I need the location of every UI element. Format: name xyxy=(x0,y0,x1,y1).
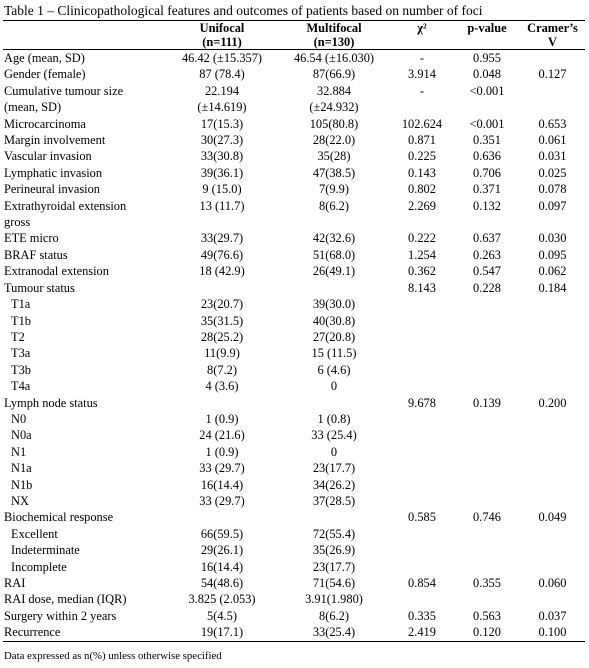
table-row xyxy=(3,329,585,345)
cell-chi-square: 0.362 xyxy=(408,264,436,279)
cell-p-value: 0.228 xyxy=(473,280,501,295)
cell-unifocal: 16(14.4) xyxy=(200,477,244,492)
cell-cramers-v: 0.062 xyxy=(538,264,567,279)
cell-chi-square: 0.802 xyxy=(408,182,436,197)
cell-p-value xyxy=(454,296,520,312)
cell-unifocal: 29(26.1) xyxy=(200,543,244,558)
cell-p-value: <0.001 xyxy=(469,116,505,131)
cell-p-value: 0.636 xyxy=(473,149,501,164)
table-row xyxy=(3,280,585,296)
table-row xyxy=(3,247,585,263)
cell-multifocal: 23(17.7) xyxy=(312,461,356,476)
cell-multifocal: (±24.932) xyxy=(309,100,359,115)
row-label: Recurrence xyxy=(4,625,61,640)
cell-unifocal: 22.194 xyxy=(204,83,240,98)
cell-p-value: 0.371 xyxy=(473,182,501,197)
cell-cramers-v: 0.100 xyxy=(538,625,567,640)
table-footnote: Data expressed as n(%) unless otherwise specified xyxy=(4,650,222,662)
cell-unifocal: 33 (29.7) xyxy=(199,493,245,508)
cell-unifocal: 3.825 (2.053) xyxy=(188,592,256,607)
cell-unifocal xyxy=(166,395,278,411)
cell-multifocal: 35(26.9) xyxy=(312,543,356,558)
cell-unifocal: (±14.619) xyxy=(197,100,247,115)
table-row xyxy=(3,477,585,493)
cell-unifocal: 66(59.5) xyxy=(200,526,244,541)
cell-chi-square xyxy=(390,542,454,558)
header-multifocal: Multifocal (n=130) xyxy=(306,21,362,49)
cell-multifocal: 32.884 xyxy=(316,83,352,98)
cell-p-value xyxy=(454,444,520,460)
table-body xyxy=(3,50,585,642)
cell-unifocal: 8(7.2) xyxy=(207,362,237,377)
cell-multifocal: 1 (0.8) xyxy=(317,411,351,426)
clinicopathological-table xyxy=(3,20,585,642)
cell-p-value: 0.048 xyxy=(473,67,501,82)
cell-p-value: 0.547 xyxy=(473,264,501,279)
cell-chi-square: 0.143 xyxy=(408,165,436,180)
cell-unifocal: 1 (0.9) xyxy=(205,444,239,459)
table-row xyxy=(3,116,585,132)
header-cramers-v: Cramer’s V xyxy=(527,21,578,49)
cell-unifocal: 46.42 (±15.357) xyxy=(181,51,263,65)
cell-p-value xyxy=(454,362,520,378)
cell-unifocal: 33(29.7) xyxy=(200,231,244,246)
row-label: Biochemical response xyxy=(4,510,114,525)
table-row xyxy=(3,575,585,591)
cell-multifocal: 42(32.6) xyxy=(312,231,356,246)
cell-chi-square: 2.419 xyxy=(408,625,436,640)
cell-p-value xyxy=(454,313,520,329)
cell-cramers-v xyxy=(520,345,585,361)
cell-unifocal: 13 (11.7) xyxy=(199,198,245,213)
row-label: T3a xyxy=(11,346,31,361)
cell-p-value xyxy=(454,99,520,115)
cell-p-value: 0.563 xyxy=(473,608,501,623)
cell-chi-square: 0.335 xyxy=(408,608,436,623)
cell-cramers-v xyxy=(520,411,585,427)
cell-chi-square xyxy=(390,313,454,329)
row-label: N0 xyxy=(11,411,27,426)
cell-cramers-v xyxy=(520,50,585,67)
cell-multifocal: 28(22.0) xyxy=(312,133,356,148)
row-label: Extranodal extension xyxy=(4,264,109,279)
cell-multifocal: 35(28) xyxy=(317,149,351,164)
cell-chi-square xyxy=(390,559,454,575)
cell-chi-square: 0.585 xyxy=(408,510,436,525)
header-chi-square: χ² xyxy=(417,21,427,35)
row-label: Lymph node status xyxy=(4,395,98,410)
cell-multifocal xyxy=(278,395,390,411)
row-label: BRAF status xyxy=(4,247,68,262)
cell-chi-square: 1.254 xyxy=(408,247,436,262)
cell-cramers-v: 0.060 xyxy=(538,576,567,590)
cell-chi-square xyxy=(390,296,454,312)
cell-cramers-v xyxy=(520,313,585,329)
cell-p-value: 0.706 xyxy=(473,165,501,180)
cell-multifocal: 87(66.9) xyxy=(312,67,356,82)
cell-p-value: 0.746 xyxy=(473,510,501,525)
cell-multifocal: 40(30.8) xyxy=(312,313,356,328)
cell-p-value xyxy=(454,559,520,575)
table-row xyxy=(3,313,585,329)
cell-chi-square: 0.854 xyxy=(408,576,436,590)
cell-chi-square xyxy=(390,362,454,378)
row-label: ETE micro xyxy=(4,231,59,246)
cell-p-value: 0.120 xyxy=(473,625,501,640)
table-row xyxy=(3,296,585,312)
cell-p-value xyxy=(454,526,520,542)
table-row xyxy=(3,526,585,542)
cell-unifocal: 39(36.1) xyxy=(200,165,244,180)
cell-multifocal: 71(54.6) xyxy=(312,576,356,590)
cell-chi-square: 0.871 xyxy=(408,133,436,148)
cell-p-value xyxy=(454,542,520,558)
cell-unifocal: 18 (42.9) xyxy=(199,264,245,279)
header-feature xyxy=(3,21,166,50)
table-row xyxy=(3,378,585,394)
cell-cramers-v: 0.037 xyxy=(538,608,567,623)
cell-cramers-v xyxy=(520,460,585,476)
table-row xyxy=(3,624,585,641)
header-unifocal: Unifocal (n=111) xyxy=(199,21,245,49)
cell-chi-square: 8.143 xyxy=(408,280,436,295)
cell-multifocal: 72(55.4) xyxy=(312,526,356,541)
row-label: N1 xyxy=(11,444,27,459)
cell-multifocal: 6 (4.6) xyxy=(317,362,351,377)
cell-cramers-v xyxy=(520,214,585,230)
cell-multifocal: 3.91(1.980) xyxy=(305,592,363,607)
cell-unifocal: 17(15.3) xyxy=(200,116,244,131)
cell-unifocal: 16(14.4) xyxy=(200,559,244,574)
table-row xyxy=(3,427,585,443)
cell-unifocal xyxy=(166,214,278,230)
cell-multifocal: 34(26.2) xyxy=(312,477,356,492)
row-label: N1b xyxy=(11,477,33,492)
cell-cramers-v: 0.025 xyxy=(538,165,567,180)
row-label: Excellent xyxy=(11,526,58,541)
row-label: T1b xyxy=(11,313,31,328)
cell-multifocal xyxy=(278,280,390,296)
row-label: T4a xyxy=(11,379,31,394)
cell-multifocal: 47(38.5) xyxy=(312,165,356,180)
cell-cramers-v xyxy=(520,591,585,607)
row-label: Perineural invasion xyxy=(4,182,101,197)
cell-multifocal: 15 (11.5) xyxy=(311,346,357,361)
cell-unifocal: 87 (78.4) xyxy=(199,67,245,82)
cell-multifocal: 37(28.5) xyxy=(312,493,356,508)
row-label: RAI dose, median (IQR) xyxy=(4,592,127,607)
cell-p-value: 0.955 xyxy=(473,51,501,65)
table-row xyxy=(3,411,585,427)
table-row xyxy=(3,559,585,575)
row-label: Age (mean, SD) xyxy=(4,51,85,65)
cell-cramers-v: 0.078 xyxy=(538,182,567,197)
cell-cramers-v xyxy=(520,99,585,115)
cell-cramers-v xyxy=(520,427,585,443)
cell-unifocal: 33(30.8) xyxy=(200,149,244,164)
row-label: Incomplete xyxy=(11,559,67,574)
cell-chi-square xyxy=(390,329,454,345)
row-label: Margin involvement xyxy=(4,133,106,148)
cell-multifocal: 26(49.1) xyxy=(312,264,356,279)
cell-cramers-v: 0.200 xyxy=(538,395,567,410)
cell-cramers-v xyxy=(520,526,585,542)
row-label: Microcarcinoma xyxy=(4,116,86,131)
table-row xyxy=(3,460,585,476)
table-row xyxy=(3,493,585,509)
table-row xyxy=(3,148,585,164)
table-header xyxy=(3,21,585,50)
cell-chi-square xyxy=(390,411,454,427)
cell-multifocal: 0 xyxy=(330,379,338,394)
cell-p-value: <0.001 xyxy=(469,83,505,98)
cell-chi-square xyxy=(390,214,454,230)
cell-chi-square xyxy=(390,444,454,460)
row-label: T3b xyxy=(11,362,31,377)
row-label: Vascular invasion xyxy=(4,149,92,164)
cell-chi-square xyxy=(390,460,454,476)
row-label: Lymphatic invasion xyxy=(4,165,103,180)
cell-cramers-v: 0.095 xyxy=(538,247,567,262)
cell-p-value xyxy=(454,493,520,509)
cell-cramers-v xyxy=(520,296,585,312)
cell-p-value: 0.263 xyxy=(473,247,501,262)
cell-chi-square xyxy=(390,477,454,493)
table-row xyxy=(3,608,585,624)
row-label: N1a xyxy=(11,461,32,476)
row-label: Tumour status xyxy=(4,280,75,295)
cell-cramers-v xyxy=(520,378,585,394)
cell-chi-square xyxy=(390,345,454,361)
cell-chi-square xyxy=(390,378,454,394)
cell-unifocal: 35(31.5) xyxy=(200,313,244,328)
table-row xyxy=(3,165,585,181)
cell-chi-square xyxy=(390,526,454,542)
cell-multifocal: 46.54 (±16.030) xyxy=(293,51,375,65)
cell-chi-square xyxy=(390,493,454,509)
table-row xyxy=(3,66,585,82)
cell-multifocal: 7(9.9) xyxy=(319,182,349,197)
table-row xyxy=(3,345,585,361)
cell-multifocal: 8(6.2) xyxy=(319,198,349,213)
cell-chi-square xyxy=(390,99,454,115)
cell-multifocal: 39(30.0) xyxy=(312,297,356,312)
cell-cramers-v: 0.049 xyxy=(538,510,567,525)
cell-cramers-v: 0.127 xyxy=(538,67,567,82)
cell-multifocal: 27(20.8) xyxy=(312,329,356,344)
row-label: T1a xyxy=(11,297,31,312)
cell-cramers-v xyxy=(520,83,585,99)
cell-multifocal: 8(6.2) xyxy=(319,608,349,623)
cell-unifocal: 24 (21.6) xyxy=(199,428,245,443)
cell-p-value xyxy=(454,378,520,394)
table-row xyxy=(3,181,585,197)
table-row xyxy=(3,99,585,115)
row-label: Indeterminate xyxy=(11,543,80,558)
cell-p-value xyxy=(454,460,520,476)
cell-unifocal: 23(20.7) xyxy=(200,297,244,312)
row-label: Surgery within 2 years xyxy=(4,608,117,623)
cell-p-value xyxy=(454,411,520,427)
cell-unifocal: 5(4.5) xyxy=(207,608,237,623)
cell-chi-square xyxy=(390,591,454,607)
cell-multifocal: 23(17.7) xyxy=(312,559,356,574)
table-row xyxy=(3,542,585,558)
cell-unifocal xyxy=(166,280,278,296)
cell-multifocal: 51(68.0) xyxy=(312,247,356,262)
table-row xyxy=(3,132,585,148)
table-row xyxy=(3,214,585,230)
cell-unifocal: 1 (0.9) xyxy=(205,411,239,426)
row-label: gross xyxy=(4,215,31,230)
cell-multifocal xyxy=(278,214,390,230)
table-row xyxy=(3,263,585,279)
cell-p-value xyxy=(454,591,520,607)
cell-unifocal: 11(9.9) xyxy=(204,346,240,361)
row-label: Gender (female) xyxy=(4,67,86,82)
table-row xyxy=(3,591,585,607)
cell-cramers-v xyxy=(520,493,585,509)
cell-unifocal: 33 (29.7) xyxy=(199,461,245,476)
cell-multifocal: 105(80.8) xyxy=(309,116,359,131)
cell-unifocal: 49(76.6) xyxy=(200,247,244,262)
cell-p-value: 0.139 xyxy=(473,395,501,410)
cell-cramers-v: 0.184 xyxy=(538,280,567,295)
cell-p-value: 0.637 xyxy=(473,231,501,246)
cell-multifocal: 33(25.4) xyxy=(312,625,356,640)
cell-chi-square: 0.222 xyxy=(408,231,436,246)
cell-cramers-v xyxy=(520,477,585,493)
table-title: Table 1 – Clinicopathological features and outcomes of patients based on number of foci xyxy=(4,3,483,18)
table-row xyxy=(3,395,585,411)
header-row xyxy=(3,21,585,50)
cell-chi-square: 102.624 xyxy=(401,116,443,131)
cell-multifocal xyxy=(278,509,390,525)
cell-cramers-v xyxy=(520,542,585,558)
table-row xyxy=(3,50,585,67)
row-label: T2 xyxy=(11,329,25,344)
cell-p-value: 0.132 xyxy=(473,198,501,213)
cell-chi-square: 3.914 xyxy=(408,67,436,82)
cell-cramers-v xyxy=(520,559,585,575)
cell-multifocal: 33 (25.4) xyxy=(311,428,357,443)
table-row xyxy=(3,198,585,214)
cell-cramers-v xyxy=(520,329,585,345)
cell-multifocal: 0 xyxy=(330,444,338,459)
cell-unifocal: 19(17.1) xyxy=(200,625,244,640)
table-row xyxy=(3,230,585,246)
cell-p-value: 0.355 xyxy=(473,576,501,590)
cell-p-value xyxy=(454,214,520,230)
table-row xyxy=(3,362,585,378)
header-p-value: p-value xyxy=(467,21,507,35)
cell-cramers-v: 0.031 xyxy=(538,149,567,164)
row-label: RAI xyxy=(4,576,26,590)
cell-p-value xyxy=(454,477,520,493)
cell-cramers-v: 0.653 xyxy=(538,116,567,131)
row-label: Cumulative tumour size xyxy=(4,83,124,98)
cell-chi-square: 0.225 xyxy=(408,149,436,164)
cell-cramers-v xyxy=(520,362,585,378)
cell-chi-square xyxy=(390,427,454,443)
cell-chi-square: - xyxy=(419,83,425,98)
row-label: (mean, SD) xyxy=(4,100,62,115)
cell-unifocal: 4 (3.6) xyxy=(205,379,239,394)
cell-unifocal xyxy=(166,509,278,525)
row-label: Extrathyroidal extension xyxy=(4,198,127,213)
cell-chi-square: 2.269 xyxy=(408,198,436,213)
cell-cramers-v: 0.097 xyxy=(538,198,567,213)
table-row xyxy=(3,509,585,525)
cell-unifocal: 28(25.2) xyxy=(200,329,244,344)
cell-p-value xyxy=(454,329,520,345)
table-row xyxy=(3,83,585,99)
cell-unifocal: 9 (15.0) xyxy=(202,182,242,197)
cell-cramers-v: 0.061 xyxy=(538,133,567,148)
cell-unifocal: 54(48.6) xyxy=(200,576,244,590)
cell-chi-square: - xyxy=(419,51,425,65)
cell-cramers-v: 0.030 xyxy=(538,231,567,246)
cell-p-value xyxy=(454,345,520,361)
cell-p-value: 0.351 xyxy=(473,133,501,148)
cell-p-value xyxy=(454,427,520,443)
cell-unifocal: 30(27.3) xyxy=(200,133,244,148)
row-label: NX xyxy=(11,493,29,508)
table-row xyxy=(3,444,585,460)
cell-chi-square: 9.678 xyxy=(408,395,436,410)
cell-cramers-v xyxy=(520,444,585,460)
row-label: N0a xyxy=(11,428,32,443)
